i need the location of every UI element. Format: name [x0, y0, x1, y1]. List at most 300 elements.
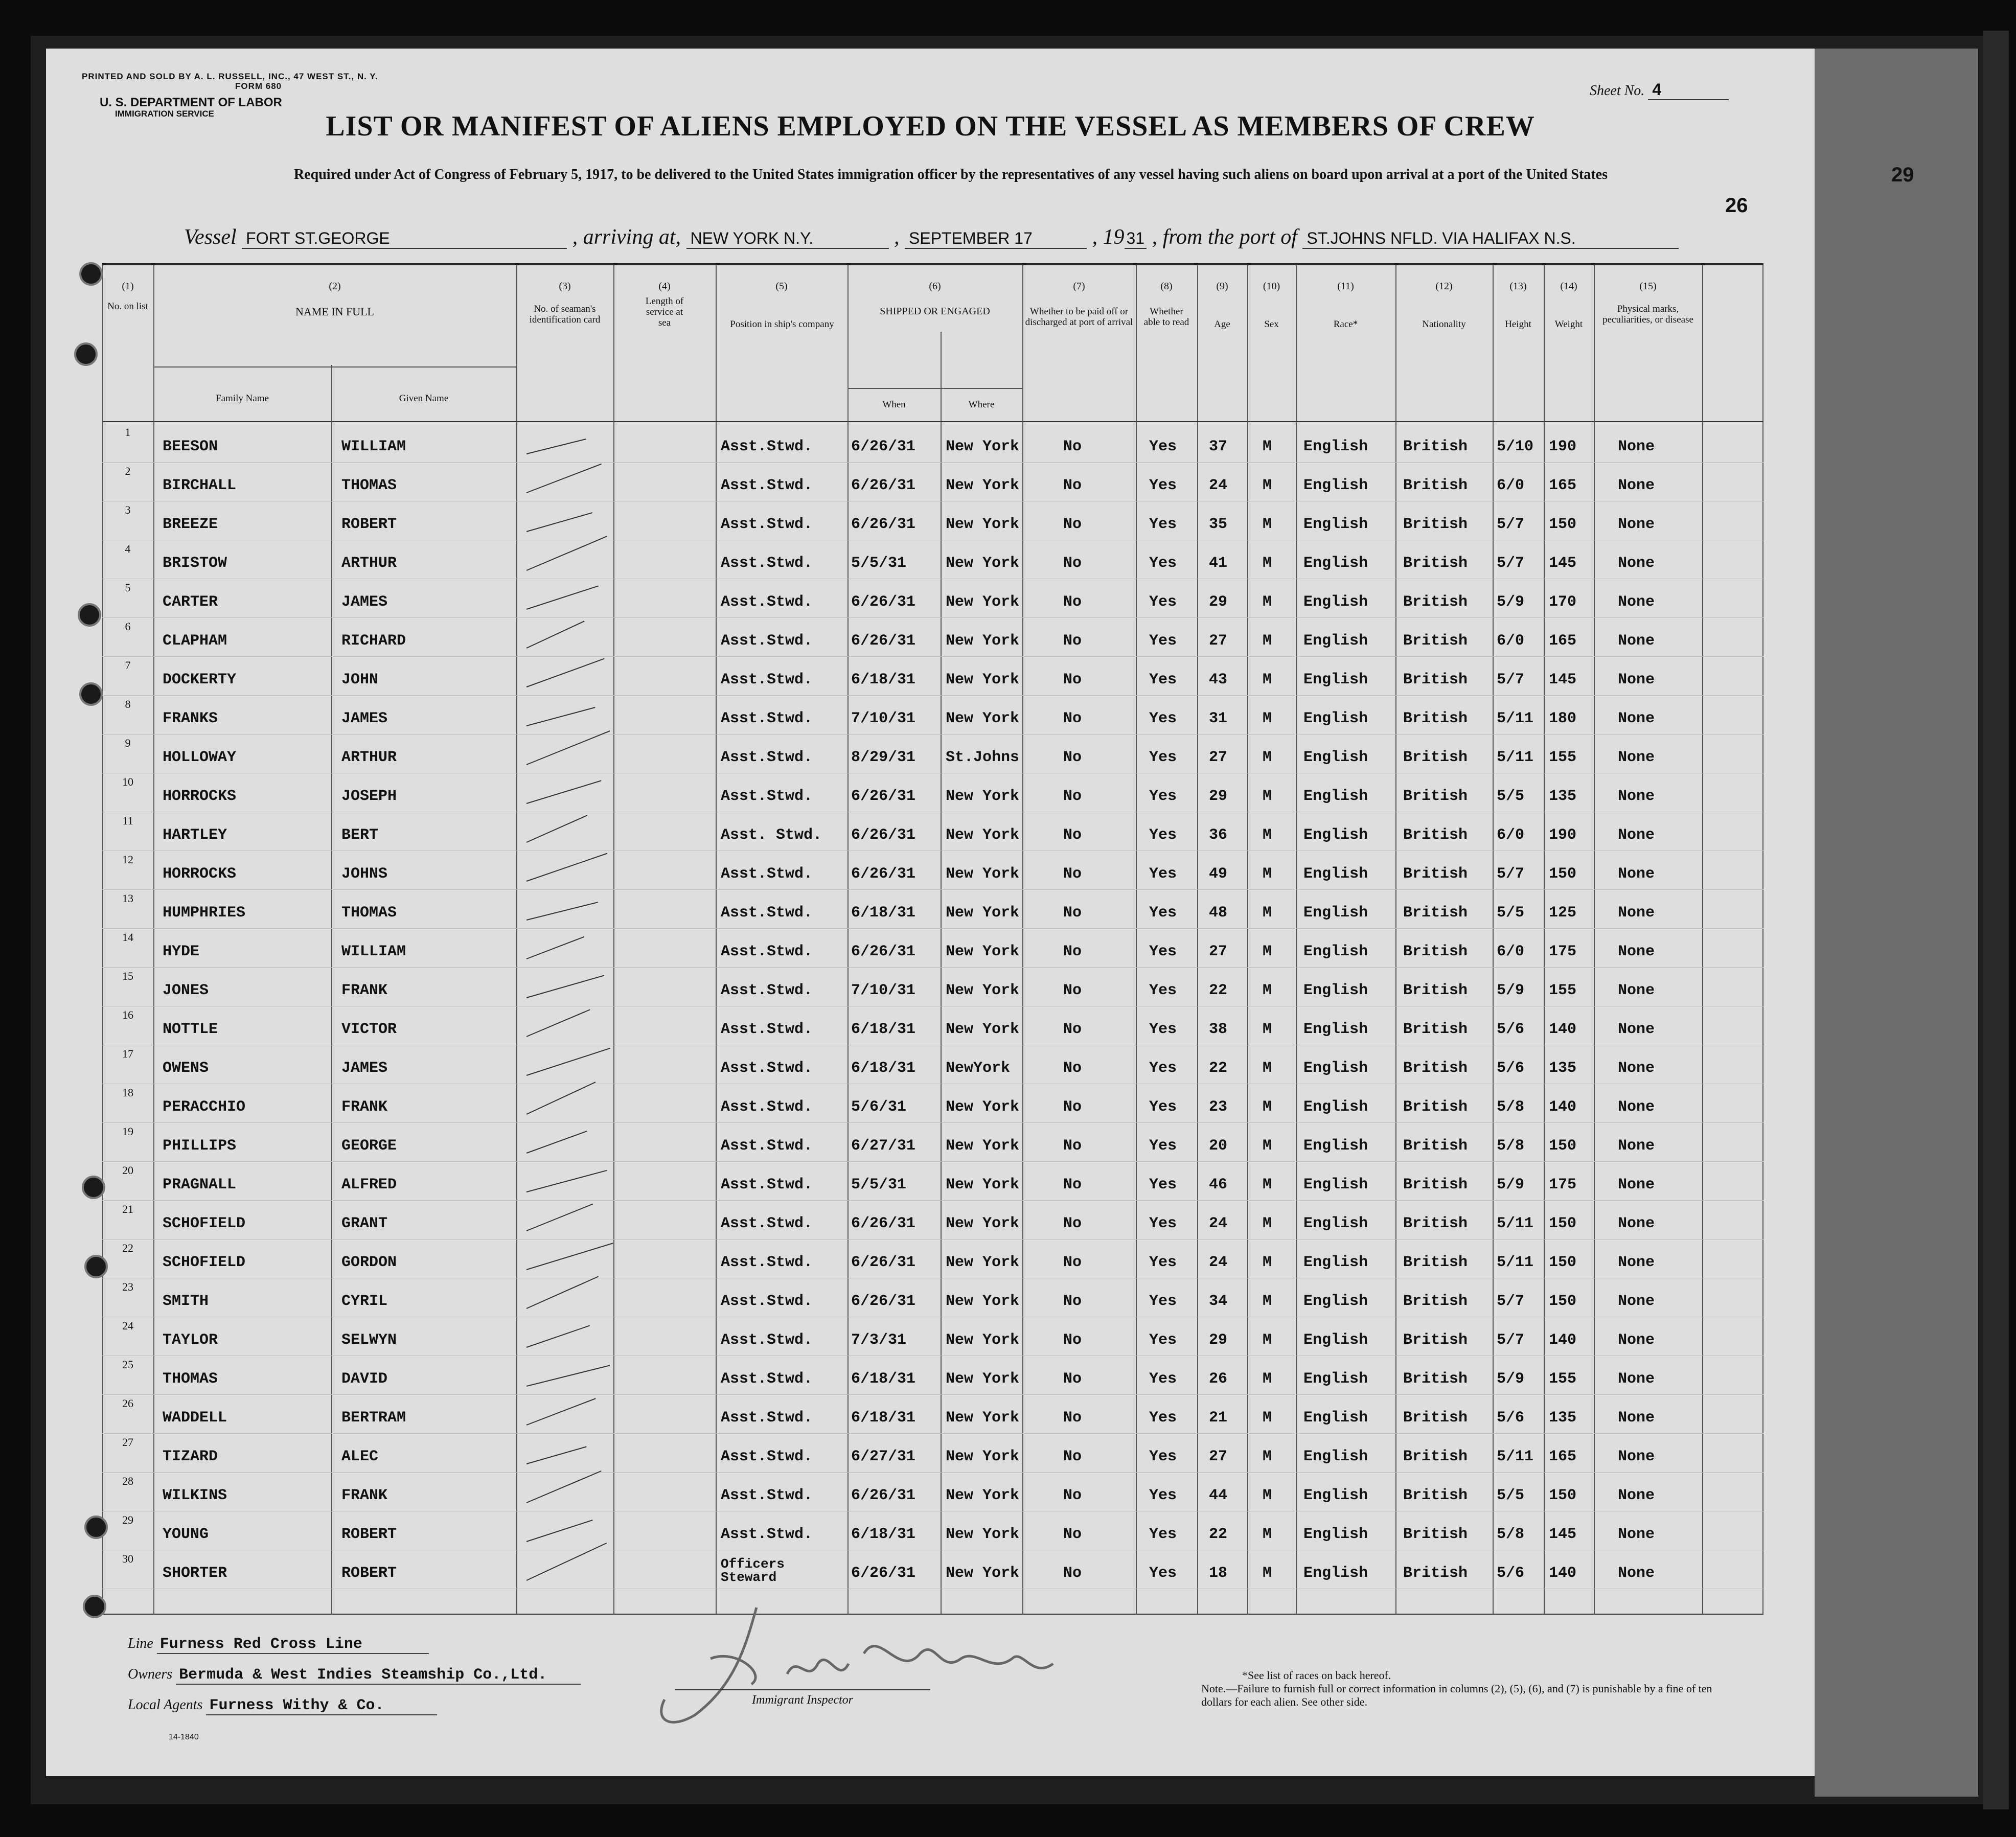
cell-height: 5/9: [1497, 982, 1525, 999]
cell-position: Asst.Stwd.: [721, 1526, 813, 1543]
cell-read: Yes: [1149, 826, 1177, 844]
cell-paid: No: [1063, 1526, 1082, 1543]
cell-no: 21: [122, 1203, 133, 1215]
cell-read: Yes: [1149, 516, 1177, 533]
line-label: Line: [128, 1636, 153, 1651]
cell-race: English: [1303, 749, 1368, 766]
cell-where: New York: [946, 516, 1020, 533]
cell-family: HARTLEY: [163, 826, 227, 844]
cell-when: 8/29/31: [851, 749, 916, 766]
cell-race: English: [1303, 632, 1368, 650]
cell-paid: No: [1063, 1565, 1082, 1582]
cell-given: CYRIL: [341, 1293, 388, 1310]
table-row: [102, 1201, 1763, 1239]
table-row: [102, 968, 1763, 1006]
cell-sex: M: [1263, 593, 1272, 611]
cell-weight: 145: [1549, 555, 1577, 572]
col-header-given-name: Given Name: [399, 393, 449, 404]
check-mark: [526, 512, 592, 532]
cell-marks: None: [1618, 1098, 1655, 1116]
line-field: [128, 1636, 429, 1654]
cell-no: 12: [122, 853, 133, 866]
cell-given: BERTRAM: [341, 1409, 406, 1427]
check-mark: [526, 464, 602, 493]
cell-when: 6/26/31: [851, 477, 916, 494]
cell-race: English: [1303, 1448, 1368, 1465]
table-row: [102, 1123, 1763, 1162]
cell-race: English: [1303, 710, 1368, 727]
cell-age: 24: [1209, 1215, 1228, 1232]
cell-when: 6/26/31: [851, 593, 916, 611]
cell-height: 5/8: [1497, 1137, 1525, 1155]
cell-no: 26: [122, 1397, 133, 1410]
cell-paid: No: [1063, 865, 1082, 883]
cell-height: 5/9: [1497, 593, 1525, 611]
cell-no: 16: [122, 1008, 133, 1021]
cell-height: 5/6: [1497, 1409, 1525, 1427]
cell-height: 5/11: [1497, 710, 1534, 727]
cell-position: Asst.Stwd.: [721, 593, 813, 611]
cell-sex: M: [1263, 1060, 1272, 1077]
cell-read: Yes: [1149, 1060, 1177, 1077]
col-2-number: (2): [329, 281, 341, 292]
cell-weight: 150: [1549, 516, 1577, 533]
cell-family: CLAPHAM: [163, 632, 227, 650]
cell-no: 19: [122, 1125, 133, 1138]
cell-paid: No: [1063, 1060, 1082, 1077]
cell-no: 22: [122, 1242, 133, 1254]
cell-where: New York: [946, 788, 1020, 805]
cell-race: English: [1303, 1176, 1368, 1193]
cell-family: FRANKS: [163, 710, 218, 727]
cell-family: PRAGNALL: [163, 1176, 237, 1193]
cell-weight: 175: [1549, 1176, 1577, 1193]
departure-port: ST.JOHNS NFLD. VIA HALIFAX N.S.: [1302, 229, 1679, 249]
binder-hole: [79, 262, 103, 286]
cell-where: New York: [946, 710, 1020, 727]
cell-nat: British: [1403, 671, 1468, 688]
cell-nat: British: [1403, 555, 1468, 572]
cell-where: New York: [946, 671, 1020, 688]
cell-marks: None: [1618, 865, 1655, 883]
cell-age: 46: [1209, 1176, 1228, 1193]
cell-when: 7/10/31: [851, 710, 916, 727]
check-mark: [526, 658, 605, 687]
cell-nat: British: [1403, 826, 1468, 844]
cell-weight: 165: [1549, 632, 1577, 650]
vessel-line: Vessel FORT ST.GEORGE , arriving at, NEW YORK N.Y. , SEPTEMBER 17 , 19 31 , from the port of ST.JOHNS NFLD. VIA HALIFAX N.S.: [184, 225, 1717, 249]
cell-height: 5/6: [1497, 1060, 1525, 1077]
cell-paid: No: [1063, 516, 1082, 533]
cell-given: JAMES: [341, 710, 388, 727]
table-row: [102, 1045, 1763, 1084]
owners-field: [128, 1666, 581, 1685]
cell-age: 22: [1209, 982, 1228, 999]
cell-nat: British: [1403, 1098, 1468, 1116]
cell-height: 5/11: [1497, 749, 1534, 766]
cell-age: 23: [1209, 1098, 1228, 1116]
cell-weight: 150: [1549, 1137, 1577, 1155]
cell-given: JOHN: [341, 671, 379, 688]
cell-race: English: [1303, 943, 1368, 960]
cell-sex: M: [1263, 1487, 1272, 1504]
col-header-physical-marks: Physical marks, peculiarities, or disease: [1602, 304, 1693, 325]
check-mark: [526, 815, 588, 843]
cell-sex: M: [1263, 516, 1272, 533]
cell-nat: British: [1403, 477, 1468, 494]
cell-position: Asst.Stwd.: [721, 1098, 813, 1116]
cell-given: VICTOR: [341, 1021, 397, 1038]
table-row: [102, 1239, 1763, 1278]
cell-sex: M: [1263, 982, 1272, 999]
col-header-age: Age: [1214, 319, 1230, 330]
cell-where: New York: [946, 1526, 1020, 1543]
year-prefix: , 19: [1092, 225, 1125, 249]
cell-where: New York: [946, 1098, 1020, 1116]
cell-when: 7/3/31: [851, 1331, 907, 1349]
cell-race: English: [1303, 865, 1368, 883]
cell-no: 17: [122, 1047, 133, 1060]
manifest-page: [46, 49, 1914, 1776]
cell-where: New York: [946, 1215, 1020, 1232]
cell-paid: No: [1063, 1487, 1082, 1504]
cell-family: OWENS: [163, 1060, 209, 1077]
cell-where: New York: [946, 1137, 1020, 1155]
cell-read: Yes: [1149, 865, 1177, 883]
cell-marks: None: [1618, 477, 1655, 494]
cell-family: BEESON: [163, 438, 218, 455]
table-row: [102, 929, 1763, 968]
cell-where: New York: [946, 1021, 1020, 1038]
cell-position: Asst.Stwd.: [721, 1448, 813, 1465]
check-mark: [526, 1365, 610, 1387]
cell-height: 6/0: [1497, 943, 1525, 960]
cell-family: NOTTLE: [163, 1021, 218, 1038]
check-mark: [526, 975, 604, 998]
table-row: [102, 1356, 1763, 1395]
cell-position: Asst.Stwd.: [721, 516, 813, 533]
cell-no: 10: [122, 775, 133, 788]
cell-height: 5/7: [1497, 516, 1525, 533]
table-row: [102, 1395, 1763, 1434]
cell-weight: 190: [1549, 826, 1577, 844]
cell-height: 5/9: [1497, 1370, 1525, 1388]
cell-marks: None: [1618, 1137, 1655, 1155]
cell-family: WADDELL: [163, 1409, 227, 1427]
cell-when: 6/27/31: [851, 1448, 916, 1465]
cell-given: GEORGE: [341, 1137, 397, 1155]
table-row: [102, 851, 1763, 890]
cell-weight: 125: [1549, 904, 1577, 922]
cell-height: 6/0: [1497, 477, 1525, 494]
cell-marks: None: [1618, 438, 1655, 455]
cell-marks: None: [1618, 671, 1655, 688]
cell-height: 5/7: [1497, 1331, 1525, 1349]
cell-weight: 140: [1549, 1098, 1577, 1116]
cell-no: 18: [122, 1086, 133, 1099]
cell-paid: No: [1063, 1021, 1082, 1038]
cell-no: 24: [122, 1319, 133, 1332]
cell-sex: M: [1263, 1526, 1272, 1543]
cell-race: English: [1303, 1487, 1368, 1504]
sheet-number: [1590, 80, 1729, 100]
binder-hole: [79, 682, 103, 706]
cell-nat: British: [1403, 593, 1468, 611]
cell-paid: No: [1063, 943, 1082, 960]
cell-age: 29: [1209, 1331, 1228, 1349]
cell-race: English: [1303, 1098, 1368, 1116]
cell-marks: None: [1618, 1060, 1655, 1077]
cell-family: HOLLOWAY: [163, 749, 237, 766]
cell-marks: None: [1618, 555, 1655, 572]
cell-given: SELWYN: [341, 1331, 397, 1349]
cell-no: 13: [122, 892, 133, 905]
cell-weight: 155: [1549, 982, 1577, 999]
cell-height: 5/5: [1497, 904, 1525, 922]
cell-read: Yes: [1149, 1137, 1177, 1155]
cell-weight: 140: [1549, 1565, 1577, 1582]
cell-family: YOUNG: [163, 1526, 209, 1543]
cell-position: Asst.Stwd.: [721, 1409, 813, 1427]
col-12-number: (12): [1435, 281, 1453, 292]
cell-sex: M: [1263, 1176, 1272, 1193]
cell-weight: 135: [1549, 1409, 1577, 1427]
cell-when: 6/18/31: [851, 1370, 916, 1388]
table-row: [102, 812, 1763, 851]
cell-paid: No: [1063, 1215, 1082, 1232]
cell-nat: British: [1403, 1331, 1468, 1349]
cell-weight: 175: [1549, 943, 1577, 960]
cell-height: 5/6: [1497, 1021, 1525, 1038]
cell-no: 9: [125, 737, 131, 749]
cell-family: BRISTOW: [163, 555, 227, 572]
cell-no: 8: [125, 698, 131, 710]
cell-family: SHORTER: [163, 1565, 227, 1582]
cell-where: New York: [946, 438, 1020, 455]
cell-sex: M: [1263, 865, 1272, 883]
arrival-date: SEPTEMBER 17: [905, 229, 1087, 249]
cell-paid: No: [1063, 982, 1082, 999]
cell-race: English: [1303, 1215, 1368, 1232]
check-mark: [526, 1243, 613, 1270]
cell-height: 5/11: [1497, 1254, 1534, 1271]
cell-marks: None: [1618, 826, 1655, 844]
check-mark: [526, 853, 608, 882]
cell-nat: British: [1403, 1565, 1468, 1582]
cell-nat: British: [1403, 516, 1468, 533]
cell-where: New York: [946, 593, 1020, 611]
col-7-number: (7): [1073, 281, 1085, 292]
cell-no: 23: [122, 1280, 133, 1293]
cell-marks: None: [1618, 943, 1655, 960]
cell-when: 6/26/31: [851, 1254, 916, 1271]
cell-race: English: [1303, 438, 1368, 455]
cell-position: Asst.Stwd.: [721, 1487, 813, 1504]
cell-sex: M: [1263, 1254, 1272, 1271]
cell-weight: 135: [1549, 1060, 1577, 1077]
cell-read: Yes: [1149, 1021, 1177, 1038]
cell-family: PHILLIPS: [163, 1137, 237, 1155]
cell-marks: None: [1618, 1215, 1655, 1232]
cell-nat: British: [1403, 1370, 1468, 1388]
page-title: LIST OR MANIFEST OF ALIENS EMPLOYED ON THE VESSEL AS MEMBERS OF CREW: [326, 110, 1535, 142]
cell-nat: British: [1403, 1021, 1468, 1038]
cell-race: English: [1303, 1526, 1368, 1543]
cell-weight: 190: [1549, 438, 1577, 455]
cell-sex: M: [1263, 904, 1272, 922]
col-header-race: Race*: [1333, 319, 1358, 330]
table-row: [102, 1162, 1763, 1201]
table-row: [102, 1278, 1763, 1317]
cell-marks: None: [1618, 749, 1655, 766]
cell-age: 24: [1209, 477, 1228, 494]
cell-race: English: [1303, 671, 1368, 688]
cell-given: THOMAS: [341, 477, 397, 494]
cell-family: BIRCHALL: [163, 477, 237, 494]
col-5-number: (5): [775, 281, 788, 292]
cell-read: Yes: [1149, 982, 1177, 999]
cell-weight: 180: [1549, 710, 1577, 727]
cell-when: 6/26/31: [851, 826, 916, 844]
cell-race: English: [1303, 1409, 1368, 1427]
cell-weight: 165: [1549, 477, 1577, 494]
cell-where: New York: [946, 477, 1020, 494]
cell-position: Asst.Stwd.: [721, 710, 813, 727]
cell-weight: 140: [1549, 1021, 1577, 1038]
cell-age: 22: [1209, 1060, 1228, 1077]
margin-number-26: 26: [1725, 194, 1748, 217]
cell-family: HORROCKS: [163, 865, 237, 883]
cell-nat: British: [1403, 1293, 1468, 1310]
cell-where: New York: [946, 555, 1020, 572]
cell-given: ROBERT: [341, 1526, 397, 1543]
cell-weight: 145: [1549, 671, 1577, 688]
table-row: [102, 618, 1763, 657]
cell-given: WILLIAM: [341, 438, 406, 455]
cell-weight: 155: [1549, 749, 1577, 766]
cell-no: 1: [125, 426, 131, 439]
cell-sex: M: [1263, 1098, 1272, 1116]
table-row: [102, 1317, 1763, 1356]
cell-height: 5/7: [1497, 555, 1525, 572]
cell-where: St.Johns: [946, 749, 1020, 766]
cell-family: TIZARD: [163, 1448, 218, 1465]
vessel-name: FORT ST.GEORGE: [242, 229, 567, 249]
cell-weight: 165: [1549, 1448, 1577, 1465]
cell-given: ROBERT: [341, 516, 397, 533]
cell-race: English: [1303, 1370, 1368, 1388]
cell-marks: None: [1618, 1526, 1655, 1543]
check-mark: [526, 1398, 596, 1426]
cell-race: English: [1303, 826, 1368, 844]
cell-position: Asst.Stwd.: [721, 1370, 813, 1388]
from-label: , from the port of: [1152, 225, 1297, 249]
cell-age: 44: [1209, 1487, 1228, 1504]
crew-manifest-table: [102, 263, 1763, 1615]
check-mark: [526, 439, 586, 454]
cell-position: Officers Steward: [721, 1556, 785, 1585]
cell-read: Yes: [1149, 671, 1177, 688]
cell-when: 5/5/31: [851, 1176, 907, 1193]
cell-paid: No: [1063, 477, 1082, 494]
cell-given: ALEC: [341, 1448, 379, 1465]
cell-age: 22: [1209, 1526, 1228, 1543]
cell-height: 5/9: [1497, 1176, 1525, 1193]
cell-height: 5/5: [1497, 1487, 1525, 1504]
cell-given: ALFRED: [341, 1176, 397, 1193]
cell-given: JAMES: [341, 1060, 388, 1077]
binder-hole: [78, 603, 101, 627]
cell-read: Yes: [1149, 1254, 1177, 1271]
cell-marks: None: [1618, 593, 1655, 611]
requirement-text: Required under Act of Congress of February 5, 1917, to be delivered to the United States immigration officer by the representatives of any vessel having such aliens on board upon arrival at a port of the United States: [294, 167, 1608, 182]
cell-age: 24: [1209, 1254, 1228, 1271]
cell-nat: British: [1403, 1448, 1468, 1465]
cell-nat: British: [1403, 1254, 1468, 1271]
col-14-number: (14): [1560, 281, 1577, 292]
cell-sex: M: [1263, 555, 1272, 572]
col-header-weight: Weight: [1554, 319, 1583, 330]
cell-read: Yes: [1149, 788, 1177, 805]
cell-age: 34: [1209, 1293, 1228, 1310]
cell-sex: M: [1263, 477, 1272, 494]
cell-age: 27: [1209, 749, 1228, 766]
cell-family: CARTER: [163, 593, 218, 611]
cell-nat: British: [1403, 1526, 1468, 1543]
cell-sex: M: [1263, 1021, 1272, 1038]
cell-race: English: [1303, 788, 1368, 805]
cell-where: New York: [946, 632, 1020, 650]
cell-paid: No: [1063, 1137, 1082, 1155]
cell-paid: No: [1063, 1370, 1082, 1388]
cell-sex: M: [1263, 1293, 1272, 1310]
cell-race: English: [1303, 1060, 1368, 1077]
col-header-where: Where: [968, 399, 995, 410]
cell-sex: M: [1263, 1565, 1272, 1582]
cell-sex: M: [1263, 632, 1272, 650]
cell-weight: 135: [1549, 788, 1577, 805]
cell-position: Asst.Stwd.: [721, 982, 813, 999]
cell-read: Yes: [1149, 632, 1177, 650]
binder-hole: [84, 1515, 108, 1539]
cell-race: English: [1303, 477, 1368, 494]
cell-read: Yes: [1149, 749, 1177, 766]
cell-where: New York: [946, 1370, 1020, 1388]
cell-age: 37: [1209, 438, 1228, 455]
cell-family: HYDE: [163, 943, 200, 960]
cell-no: 29: [122, 1513, 133, 1526]
cell-race: English: [1303, 1021, 1368, 1038]
cell-position: Asst.Stwd.: [721, 1254, 813, 1271]
cell-paid: No: [1063, 1176, 1082, 1193]
cell-no: 20: [122, 1164, 133, 1177]
table-row: [102, 463, 1763, 501]
cell-paid: No: [1063, 904, 1082, 922]
cell-where: New York: [946, 982, 1020, 999]
check-mark: [526, 1131, 587, 1154]
cell-nat: British: [1403, 1176, 1468, 1193]
col-8-number: (8): [1160, 281, 1173, 292]
cell-age: 27: [1209, 943, 1228, 960]
cell-when: 6/26/31: [851, 516, 916, 533]
cell-when: 6/26/31: [851, 1487, 916, 1504]
cell-marks: None: [1618, 982, 1655, 999]
cell-when: 6/18/31: [851, 904, 916, 922]
cell-marks: None: [1618, 1176, 1655, 1193]
cell-height: 5/7: [1497, 865, 1525, 883]
cell-weight: 150: [1549, 865, 1577, 883]
cell-paid: No: [1063, 826, 1082, 844]
